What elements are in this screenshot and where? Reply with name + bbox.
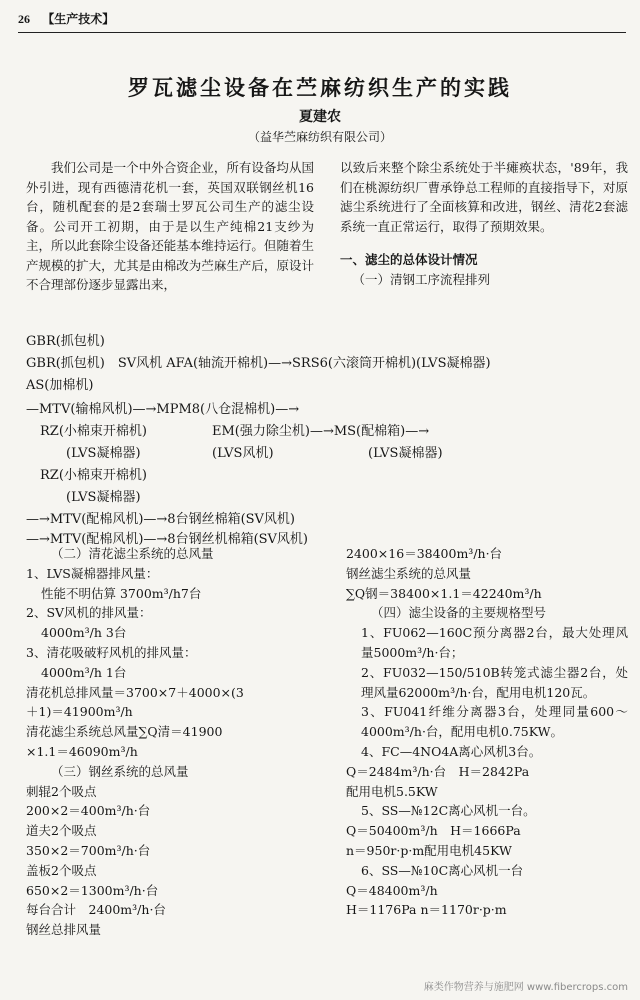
flow-line: —MTV(输棉风机)—→MPM8(八仓混棉机)—→ [26,402,300,417]
intro-column-right [340,158,628,289]
spec-item: 6、SS—№10C离心风机一台 [361,862,524,878]
subsection-heading: （二）清花滤尘系统的总风量 [51,546,214,561]
spec-item: 5、SS—№12C离心风机一台。 [361,803,536,819]
formula-line: 清花机总排风量＝3700×7＋4000×(3 [26,684,244,700]
flow-line: GBR(抓包机) [26,334,105,349]
spec-item: 3、FU041纤维分离器3台，处理同量600～4000m³/h·台，配用电机0.75KW。 [361,704,628,740]
spec-item: 4、FC—4NO4A离心风机3台。 [361,743,542,759]
flow-line: —→MTV(配棉风机)—→8台钢丝棉箱(SV风机) [26,512,296,527]
text-line: 钢丝总排风量 [26,922,102,938]
page-number: 26 [18,12,30,26]
flow-line: AS(加棉机) [26,378,94,393]
text-line: 4000m³/h 3台 [41,625,127,641]
flow-line: (LVS凝棉器) [66,490,141,505]
text-line: 每台合计 2400m³/h·台 [26,902,166,918]
text-line: 刺辊2个吸点 [26,783,97,799]
formula-line: 350×2＝700m³/h·台 [26,842,151,858]
formula-line: 650×2＝1300m³/h·台 [26,882,159,898]
spec-line: Q＝2484m³/h·台 H＝2842Pa [346,763,530,779]
airflow-column-left [26,544,326,940]
spec-line: H＝1176Pa n＝1170r·p·m [346,902,507,918]
flow-line: GBR(抓包机) SV风机 AFA(轴流开棉机)—→SRS6(六滚筒开棉机)(LVS凝棉器) [26,356,491,371]
intro-paragraph-continued: 以致后来整个除尘系统处于半瘫痪状态，'89年，我们在桃源纺织厂曹承铮总工程师的直接指导下，对原滤尘系统进行了全面核算和改进，钢丝、清花2套滤系统一直正常运行，取得了预期效果。 [340,160,628,234]
author: 夏建农 [299,109,341,125]
affiliation: （益华苎麻纺织有限公司） [247,130,392,144]
flow-line: (LVS凝棉器) [66,446,141,461]
spec-line: Q＝48400m³/h [346,882,438,898]
formula-line: ∑Q钢＝38400×1.1＝42240m³/h [346,585,542,601]
flow-line: EM(强力除尘机)—→MS(配棉箱)—→ [212,424,430,439]
text-line: 3、清花吸破籽风机的排风量： [26,644,197,660]
spec-line: n＝950r·p·m配用电机45KW [346,842,512,858]
intro-column-left [26,158,314,295]
flow-line: RZ(小棉束开棉机) [40,424,147,439]
formula-line: 200×2＝400m³/h·台 [26,803,151,819]
header-rule [18,32,626,33]
spec-line: Q＝50400m³/h H＝1666Pa [346,823,521,839]
text-line: 4000m³/h 1台 [41,664,127,680]
spec-line: 配用电机5.5KW [346,783,438,799]
airflow-column-right [346,544,628,920]
spec-item: 1、FU062—160C预分离器2台，最大处理风量5000m³/h·台； [361,625,628,660]
text-line: 道夫2个吸点 [26,823,97,839]
subsection-heading: （四）滤尘设备的主要规格型号 [371,605,547,621]
flow-line: (LVS风机) [212,446,274,461]
formula-line: ＋1)＝41900m³/h [26,704,133,720]
article-title: 罗瓦滤尘设备在苎麻纺织生产的实践 [128,75,512,100]
formula-line: ×1.1＝46090m³/h [26,743,138,759]
section-heading: 一、滤尘的总体设计情况 [340,252,478,267]
text-line: 盖板2个吸点 [26,862,97,878]
intro-paragraph: 我们公司是一个中外合资企业，所有设备均从国外引进，现有西德清花机一套，英国双联钢丝机16台，随机配套的是2套瑞士罗瓦公司生产的滤尘设备。公司开工初期，由于是以生产纯棉21支纱为主，所以此套除尘设备还能基本维持运行。但随着生产规模的扩大，尤其是由棉改为苎麻生产后，原设计不合理部份逐步显露出来， [26,160,314,292]
subsection-heading: （一）清钢工序流程排列 [352,271,491,287]
text-line: 性能不明估算 3700m³/h7台 [41,585,202,601]
text-line: 1、LVS凝棉器排风量： [26,565,159,581]
text-line: 2、SV风机的排风量： [26,605,152,621]
page-header [18,8,628,30]
text-line: 钢丝滤尘系统的总风量 [346,565,472,581]
section-tag: 【生产技术】 [42,12,115,26]
subsection-heading: （三）钢丝系统的总风量 [51,763,189,779]
spec-item: 2、FU032—150/510B转笼式滤尘器2台，处理风量62000m³/h·台，配用电机120瓦。 [361,664,628,700]
formula-line: 清花滤尘系统总风量∑Q清＝41900 [26,724,223,740]
flow-line: RZ(小棉束开棉机) [40,468,147,483]
flow-line: —→MTV(配棉风机)—→8台钢丝机棉箱(SV风机) [26,532,309,547]
formula-line: 2400×16＝38400m³/h·台 [346,546,503,561]
watermark: 麻类作物营养与施肥网 www.fibercrops.com [423,982,628,993]
flow-line: (LVS凝棉器) [368,446,443,461]
